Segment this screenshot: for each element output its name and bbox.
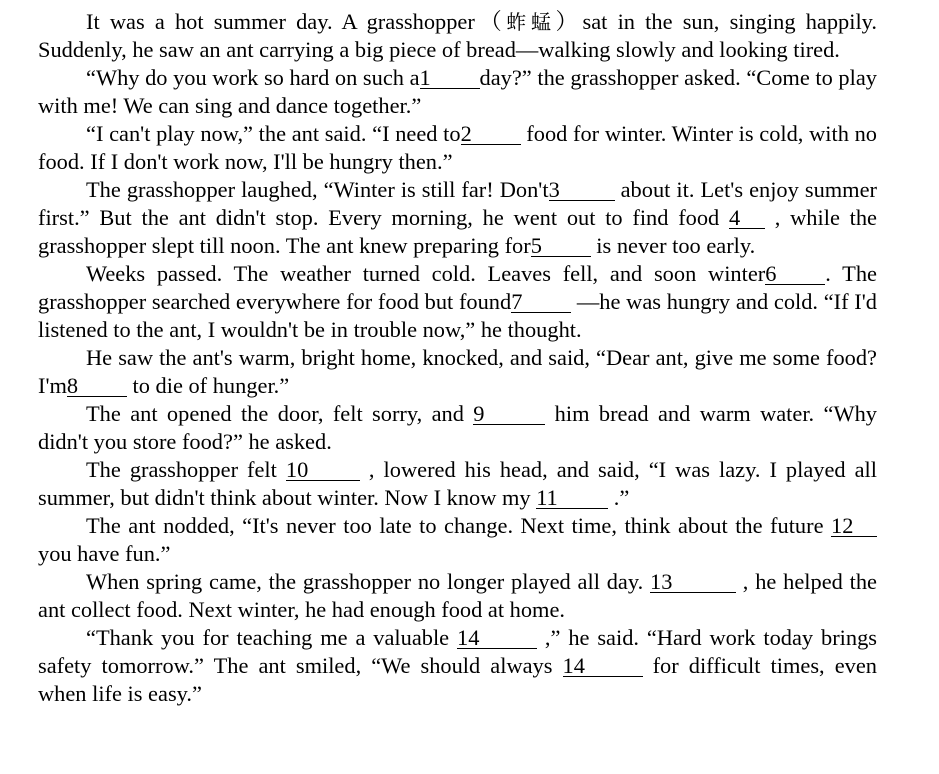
paragraph-11: “Thank you for teaching me a valuable 14 ,” he said. “Hard work today brings safety tomorrow.” The ant smiled, “We should always 14 for difficult times, even when life is easy.”	[38, 625, 877, 706]
paragraph-4: The grasshopper laughed, “Winter is still far! Don't3 about it. Let's enjoy summer first.” But the ant didn't stop. Every morning, he went out to find food 4 , while the grasshopper slept till noon. The ant knew preparing for5 is never too early.	[38, 177, 877, 258]
blank-5[interactable]: 5	[531, 235, 591, 257]
blank-7[interactable]: 7	[511, 291, 571, 313]
blank-3[interactable]: 3	[549, 179, 615, 201]
blank-11[interactable]: 11	[536, 487, 608, 509]
chinese-gloss: 蚱蜢	[506, 10, 556, 34]
paragraph-1: It was a hot summer day. A grasshopper（蚱蜢）sat in the sun, singing happily. Suddenly, he saw an ant carrying a big piece of bread—walking slowly and looking tired.	[38, 9, 878, 62]
blank-2[interactable]: 2	[461, 123, 521, 145]
blank-1[interactable]: 1	[420, 67, 480, 89]
paragraph-5: Weeks passed. The weather turned cold. Leaves fell, and soon winter6 . The grasshopper searched everywhere for food but found7 —he was hungry and cold. “If I'd listened to the ant, I wouldn't be in trouble now,” he thought.	[38, 261, 877, 342]
paragraph-8: The grasshopper felt 10 , lowered his head, and said, “I was lazy. I played all summer, but didn't think about winter. Now I know my 11 .”	[38, 457, 877, 510]
blank-12[interactable]: 12	[831, 515, 877, 537]
blank-8[interactable]: 8	[67, 375, 127, 397]
paragraph-7: The ant opened the door, felt sorry, and 9 him bread and warm water. “Why didn't you store food?” he asked.	[38, 401, 877, 454]
blank-14-second[interactable]: 14	[563, 655, 643, 677]
blank-9[interactable]: 9	[473, 403, 545, 425]
blank-6[interactable]: 6	[765, 263, 825, 285]
paragraph-10: When spring came, the grasshopper no longer played all day. 13 , he helped the ant collect food. Next winter, he had enough food at home.	[38, 569, 877, 622]
blank-4[interactable]: 4	[729, 207, 765, 229]
paragraph-2: “Why do you work so hard on such a1 day?” the grasshopper asked. “Come to play with me! We can sing and dance together.”	[38, 65, 877, 118]
blank-14[interactable]: 14	[457, 627, 537, 649]
paragraph-9: The ant nodded, “It's never too late to change. Next time, think about the future 12 you have fun.”	[38, 512, 877, 568]
blank-13[interactable]: 13	[650, 571, 736, 593]
blank-10[interactable]: 10	[286, 459, 360, 481]
paragraph-6: He saw the ant's warm, bright home, knocked, and said, “Dear ant, give me some food? I'm8 to die of hunger.”	[38, 345, 877, 398]
paragraph-3: “I can't play now,” the ant said. “I need to2 food for winter. Winter is cold, with no food. If I don't work now, I'll be hungry then.”	[38, 121, 877, 174]
